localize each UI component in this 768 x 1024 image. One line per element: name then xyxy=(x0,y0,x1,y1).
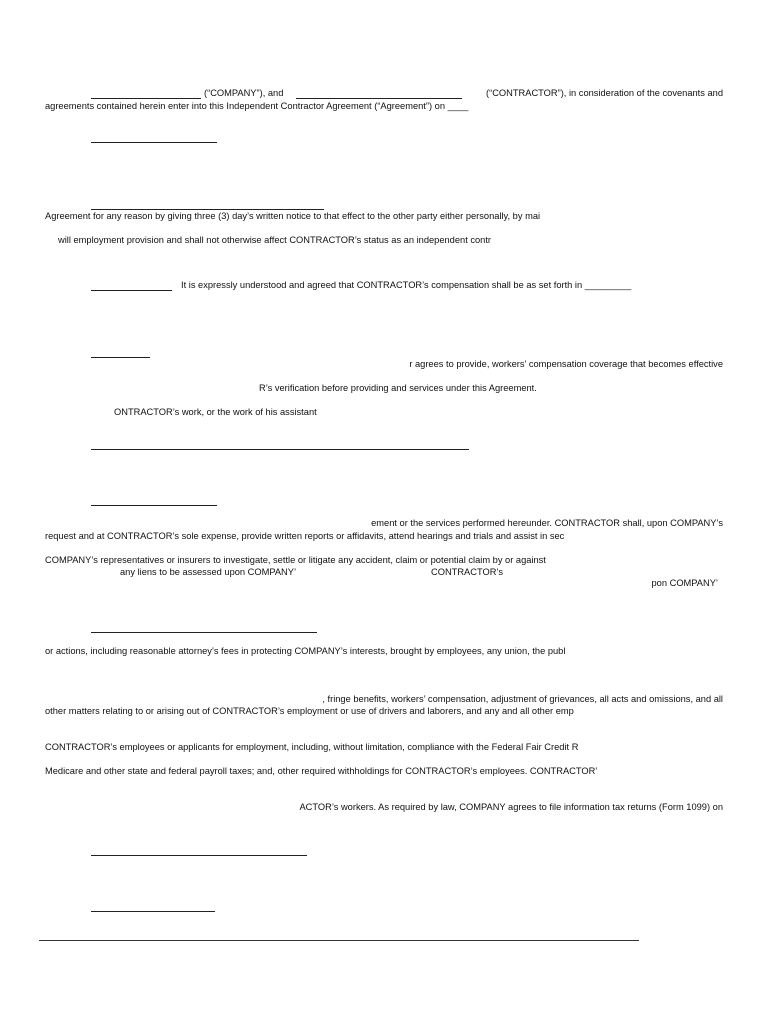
employees-line-4: Medicare and other state and federal payroll taxes; and, other required withholdings for CONTRACTOR’s employees. CONTRACTOR’ xyxy=(45,766,598,776)
employees-line-1: , fringe benefits, workers’ compensation, adjustment of grievances, all acts and omissions, and all xyxy=(322,694,723,704)
termination-line-1: Agreement for any reason by giving three (3) day’s written notice to that effect to the other party either personally, by mai xyxy=(45,211,541,221)
company-name-blank[interactable] xyxy=(91,98,201,99)
section-heading-blank-2 xyxy=(91,209,324,210)
section-heading-blank-5 xyxy=(91,449,469,450)
section-heading-blank-3 xyxy=(91,290,172,291)
termination-line-2: will employment provision and shall not otherwise affect CONTRACTOR’s status as an independent contr xyxy=(58,235,492,245)
cooperation-line-5: pon COMPANY’ xyxy=(651,578,718,588)
cooperation-line-3: COMPANY’s representatives or insurers to investigate, settle or litigate any accident, claim or potential claim by or against xyxy=(45,555,546,565)
compensation-line-1: It is expressly understood and agreed that CONTRACTOR’s compensation shall be as set forth in _________ xyxy=(181,280,632,290)
indemnity-line-1: or actions, including reasonable attorney’s fees in protecting COMPANY’s interests, brought by employees, any union, the publ xyxy=(45,646,566,656)
section-heading-blank-9 xyxy=(91,911,215,912)
section-heading-blank-7 xyxy=(91,632,317,633)
employees-line-2: other matters relating to or arising out of CONTRACTOR’s employment or use of drivers and laborers, and any and all other emp xyxy=(45,706,574,716)
insurance-line-3: ONTRACTOR’s work, or the work of his assistant xyxy=(114,407,317,417)
insurance-line-2: R’s verification before providing and services under this Agreement. xyxy=(259,383,537,393)
intro-line-2: agreements contained herein enter into this Independent Contractor Agreement (“Agreement”) on ____ xyxy=(45,101,469,111)
employees-line-3: CONTRACTOR’s employees or applicants for employment, including, without limitation, compliance with the Federal Fair Credit R xyxy=(45,742,579,752)
insurance-line-1: r agrees to provide, workers’ compensation coverage that becomes effective xyxy=(409,359,723,369)
section-heading-blank-6 xyxy=(91,505,217,506)
company-label: (“COMPANY”), and xyxy=(204,88,284,98)
contractor-label: (“CONTRACTOR”), in consideration of the covenants and xyxy=(486,88,723,98)
section-heading-blank-1 xyxy=(91,142,217,143)
footer-rule xyxy=(39,940,639,941)
section-heading-blank-4 xyxy=(91,357,150,358)
cooperation-line-4a: any liens to be assessed upon COMPANY’ xyxy=(120,567,297,577)
cooperation-line-1: ement or the services performed hereunder. CONTRACTOR shall, upon COMPANY’s xyxy=(371,518,723,528)
section-heading-blank-8 xyxy=(91,855,307,856)
employees-line-5: ACTOR’s workers. As required by law, COMPANY agrees to file information tax returns (Form 1099) on xyxy=(299,802,723,812)
cooperation-line-4b: CONTRACTOR’s xyxy=(431,567,503,577)
cooperation-line-2: request and at CONTRACTOR’s sole expense, provide written reports or affidavits, attend hearings and trials and assist in sec xyxy=(45,531,565,541)
contractor-name-blank[interactable] xyxy=(296,98,462,99)
